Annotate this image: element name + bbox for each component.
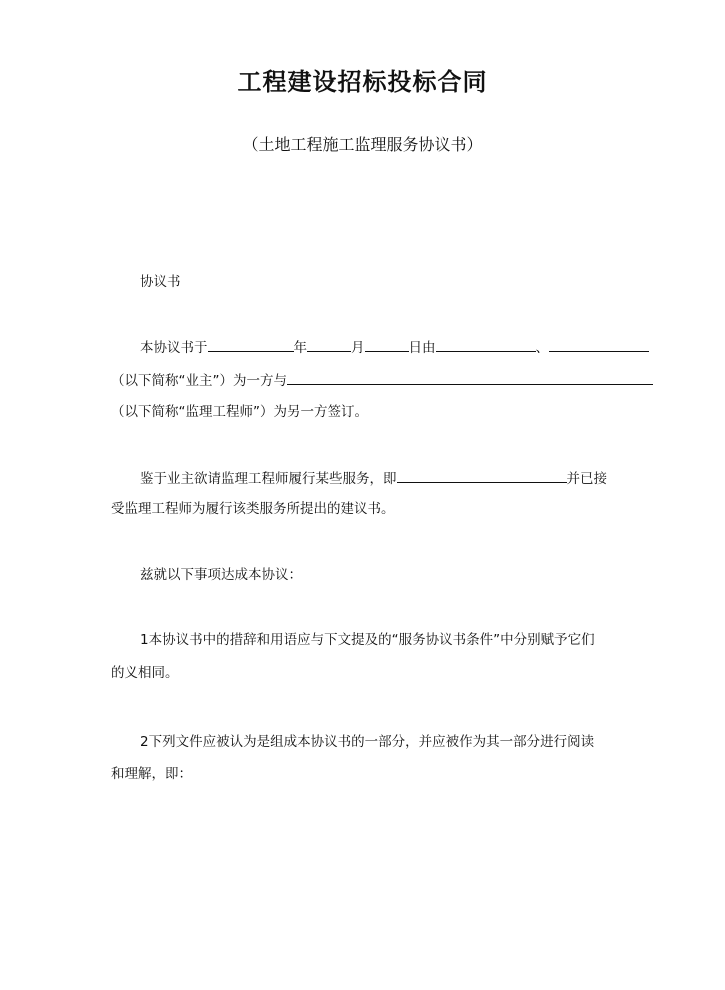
party-separator: 、 bbox=[535, 340, 549, 356]
blank-date-field bbox=[208, 337, 294, 352]
clause-1-line-1: 1本协议书中的措辞和用语应与下文提及的“服务协议书条件”中分别赋予它们 bbox=[140, 632, 595, 648]
blank-engineer-field bbox=[287, 370, 653, 385]
clause-1-line-2: 的义相同。 bbox=[111, 665, 179, 681]
whereas-suffix: 并已接 bbox=[566, 471, 607, 487]
clause-2-line-1: 2下列文件应被认为是组成本协议书的一部分，并应被作为其一部分进行阅读 bbox=[140, 734, 595, 750]
whereas-line-1 bbox=[140, 468, 607, 488]
clause-2-line-2: 和理解，即： bbox=[111, 766, 192, 782]
agreement-heading: 协议书 bbox=[140, 274, 181, 290]
agree-line: 兹就以下事项达成本协议： bbox=[140, 567, 302, 583]
blank-party-field-1 bbox=[436, 337, 536, 352]
document-title: 工程建设招标投标合同 bbox=[237, 68, 488, 96]
agreement-date-line bbox=[140, 337, 649, 357]
owner-party-prefix: （以下简称“业主”）为一方与 bbox=[111, 373, 287, 389]
whereas-prefix: 鉴于业主欲请监理工程师履行某些服务，即 bbox=[140, 471, 397, 487]
blank-party-field-2 bbox=[549, 337, 649, 352]
agreement-date-prefix: 本协议书于 bbox=[140, 340, 208, 356]
engineer-party-line: （以下简称“监理工程师”）为另一方签订。 bbox=[111, 404, 368, 420]
blank-services-field bbox=[397, 468, 567, 483]
whereas-line-2: 受监理工程师为履行该类服务所提出的建议书。 bbox=[111, 501, 395, 517]
blank-month-field bbox=[307, 337, 351, 352]
year-label: 年 bbox=[293, 340, 307, 356]
owner-party-line bbox=[111, 370, 653, 390]
day-by-label: 日由 bbox=[408, 340, 436, 356]
month-label: 月 bbox=[351, 340, 365, 356]
blank-day-field bbox=[365, 337, 409, 352]
document-subtitle: （土地工程施工监理服务协议书） bbox=[242, 135, 483, 154]
